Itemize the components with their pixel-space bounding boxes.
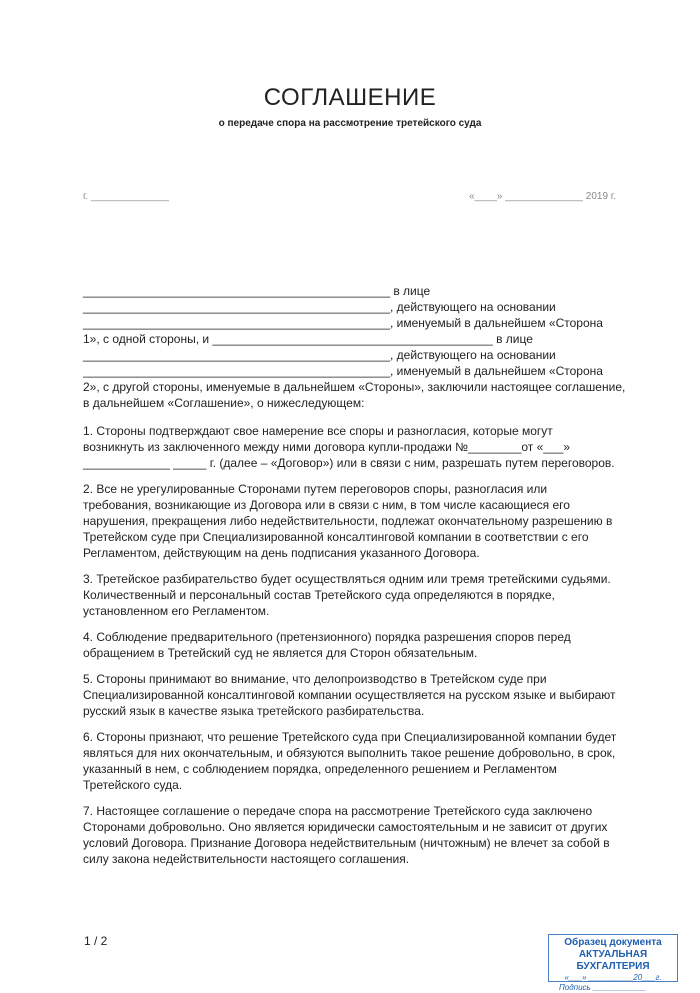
document-title: СОГЛАШЕНИЕ (263, 84, 437, 111)
clause-3: 3. Третейское разбирательство будет осуществляться одним или тремя третейскими судьями. Количественный и персональный состав Третейского суда определяются в порядке, установленном его Регламентом. (83, 572, 611, 618)
clause-5: 5. Стороны принимают во внимание, что делопроизводство в Третейском суде при Специализированной консалтинговой компании осуществляется на русском языке и выбирают русский язык в качестве языка третейского разбирательства. (83, 672, 616, 718)
parties-block (83, 283, 626, 411)
document-subtitle: о передаче спора на рассмотрение третейского суда (218, 118, 482, 129)
clause-2: 2. Все не урегулированные Сторонами путем переговоров споры, разногласия или требования, возникающие из Договора или в связи с ним, в том числе касающиеся его нарушения, прекращения либо недействительности, подлежат окончательному разрешению в Третейском суде при Специализированной консалтинговой компании в соответствии с его Регламентом, действующим на день подписания указанного Договора. (83, 482, 613, 560)
parties-line: 2», с другой стороны, именуемые в дальнейшем «Стороны», заключили настоящее соглашение, (83, 380, 626, 394)
stamp-line-1: Образец документа (564, 937, 662, 948)
stamp-line-3: «___» __________20___г. (564, 973, 662, 982)
parties-line: ______________________________________________ в лице (83, 284, 431, 298)
page-number: 1 / 2 (84, 934, 108, 948)
parties-line: ______________________________________________, действующего на основании (83, 348, 556, 362)
parties-line: ______________________________________________, именуемый в дальнейшем «Сторона (83, 364, 603, 378)
parties-line: в дальнейшем «Соглашение», о нижеследующем: (83, 396, 365, 410)
clause-1: 1. Стороны подтверждают свое намерение все споры и разногласия, которые могут возникнуть из заключенного между ними договора купли-продажи №________от «___» _____________ _____ г. (далее – «Договор») или в связи с ним, разрешать путем переговоров. (83, 424, 615, 470)
parties-line: ______________________________________________, действующего на основании (83, 300, 556, 314)
clause-7: 7. Настоящее соглашение о передаче спора на рассмотрение Третейского суда заключено Сторонами добровольно. Оно является юридически самостоятельным и не зависит от других условий Договора. Признание Договора недействительным (ничтожным) не влечет за собой в силу закона недействительности настоящего соглашения. (83, 804, 610, 866)
city-line: г. ______________ (83, 191, 169, 202)
stamp-line-2: АКТУАЛЬНАЯ БУХГАЛТЕРИЯ (576, 949, 650, 972)
clause-6: 6. Стороны признают, что решение Третейского суда при Специализированной компании будет являться для них окончательным, и обязуются выполнить такое решение добровольно, в срок, указанный в нем, с соблюдением порядка, определенного решением и Регламентом Третейского суда. (83, 730, 617, 792)
parties-line: ______________________________________________, именуемый в дальнейшем «Сторона (83, 316, 603, 330)
parties-line: 1», с одной стороны, и __________________________________________ в лице (83, 332, 533, 346)
stamp-line-4: Подпись ____________ (559, 983, 647, 992)
date-line: «____» ______________ 2019 г. (468, 191, 616, 202)
sample-stamp (548, 934, 678, 992)
clause-4: 4. Соблюдение предварительного (претензионного) порядка разрешения споров перед обращением в Третейский суд не является для Сторон обязательным. (83, 630, 571, 660)
document-body (83, 283, 626, 877)
